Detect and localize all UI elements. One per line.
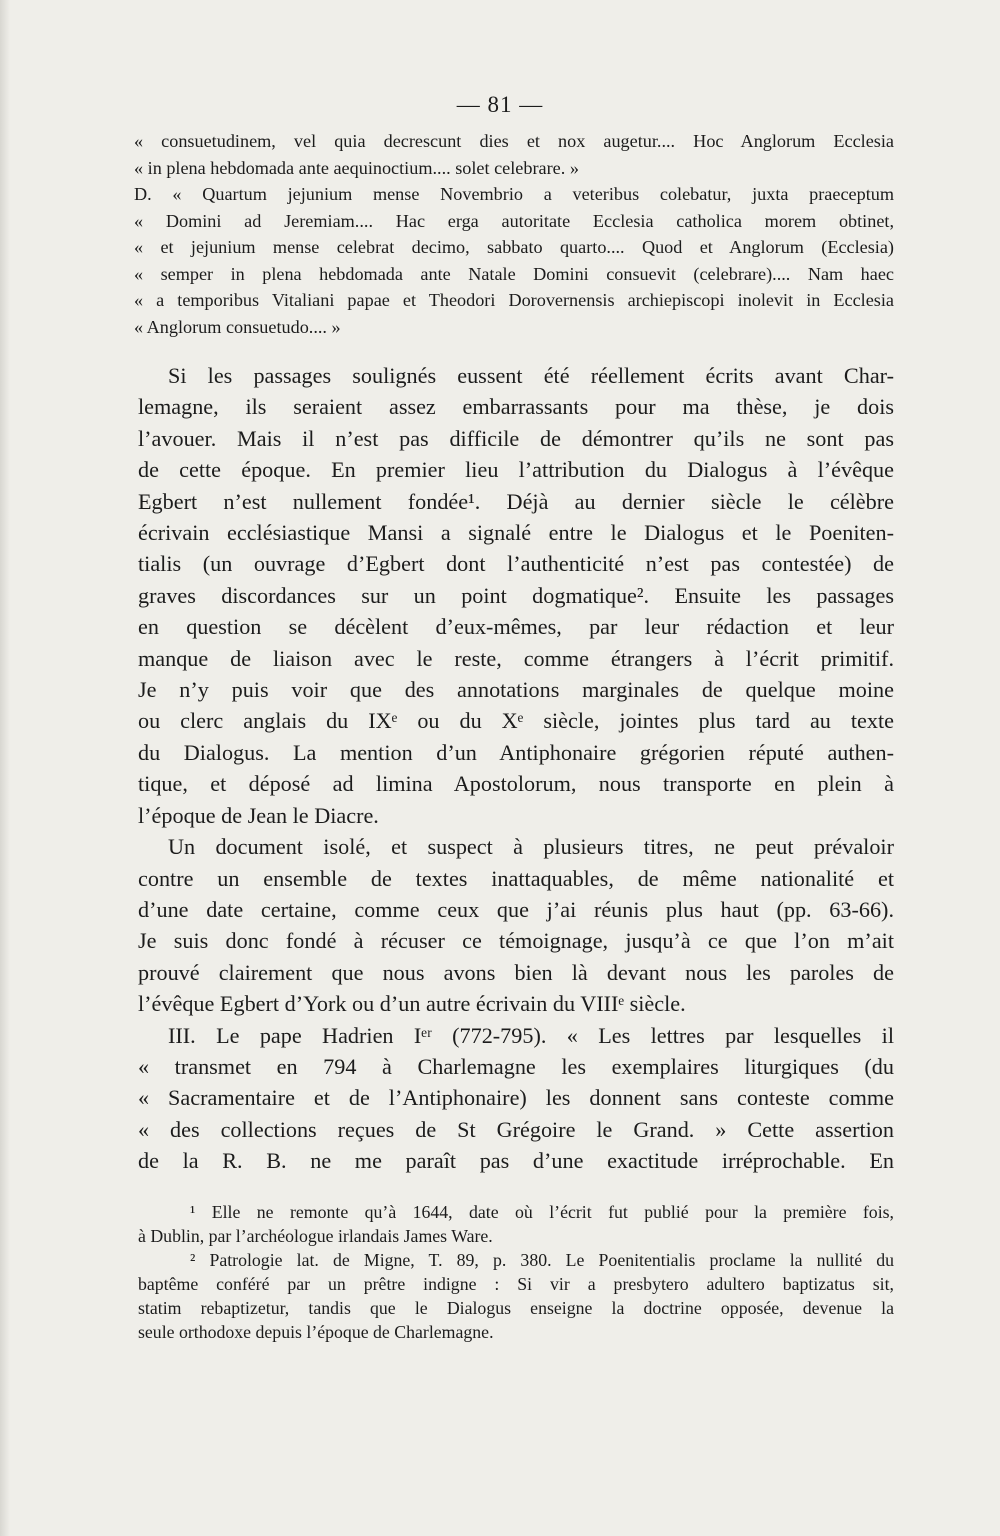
body-line: Si les passages soulignés eussent été réellement écrits avant Char- [168,363,894,388]
body-line: de cette époque. En premier lieu l’attribution du Dialogus à l’évêque [138,457,894,483]
body-line: l’époque de Jean le Diacre. [138,802,379,828]
footnotes [138,1200,894,1344]
quote-line: « semper in plena hebdomada ante Natale Domini consuevit (celebrare).... Nam haec [134,263,894,284]
quote-line: D. « Quartum jejunium mense Novembrio a veteribus colebatur, juxta praeceptum [134,184,894,204]
body-line: de la R. B. ne me paraît pas d’une exactitude irréprochable. En [138,1148,894,1174]
body-line: graves discordances sur un point dogmatique². Ensuite les passages [138,582,894,608]
body-line: ou clerc anglais du IXᵉ ou du Xᵉ siècle, jointes plus tard au texte [138,708,894,734]
quote-line: « et jejunium mense celebrat decimo, sabbato quarto.... Quod et Anglorum (Ecclesia) [134,237,894,257]
body-line: « des collections reçues de St Grégoire le Grand. » Cette assertion [138,1116,894,1142]
quote-line: « Anglorum consuetudo.... » [134,316,341,337]
quote-line: « in plena hebdomada ante aequinoctium.... solet celebrare. » [134,157,579,178]
footnote-line: ¹ Elle ne remonte qu’à 1644, date où l’écrit fut publié pour la première fois, [190,1202,894,1222]
latin-quotation [134,128,894,340]
footnote-line: à Dublin, par l’archéologue irlandais James Ware. [138,1226,493,1246]
body-line: l’évêque Egbert d’York ou d’un autre écrivain du VIIIᵉ siècle. [138,991,686,1017]
body-line: écrivain ecclésiastique Mansi a signalé entre le Dialogus et le Poeniten- [138,520,894,546]
footnote-line: baptême conféré par un prêtre indigne : Si vir a presbytero adultero baptizatus sit, [138,1274,894,1294]
body-line: prouvé clairement que nous avons bien là devant nous les paroles de [138,959,894,985]
body-line: en question se décèlent d’eux-mêmes, par leur rédaction et leur [138,614,894,640]
quote-line: « a temporibus Vitaliani papae et Theodori Dorovernensis archiepiscopi inolevit in Ecclesia [134,290,894,310]
body-line: tique, et déposé ad limina Apostolorum, nous transporte en plein à [138,771,894,797]
body-line: Un document isolé, et suspect à plusieurs titres, ne peut prévaloir [168,834,894,860]
page-number: — 81 — [456,92,544,117]
body-line: manque de liaison avec le reste, comme étrangers à l’écrit primitif. [138,645,894,671]
body-line: « transmet en 794 à Charlemagne les exemplaires liturgiques (du [138,1053,894,1079]
body-line: « Sacramentaire et de l’Antiphonaire) les donnent sans conteste comme [138,1085,894,1111]
body-line: Egbert n’est nullement fondée¹. Déjà au dernier siècle le célèbre [138,488,894,514]
footnote-line: seule orthodoxe depuis l’époque de Charlemagne. [138,1322,494,1342]
main-text [138,360,894,1177]
body-line: du Dialogus. La mention d’un Antiphonaire grégorien réputé authen- [138,739,894,765]
body-line: lemagne, ils seraient assez embarrassants pour ma thèse, je dois [138,394,894,420]
body-line: III. Le pape Hadrien Iᵉʳ (772-795). « Les lettres par lesquelles il [168,1022,894,1048]
body-line: Je n’y puis voir que des annotations marginales de quelque moine [138,677,894,703]
body-line: d’une date certaine, comme ceux que j’ai réunis plus haut (pp. 63-66). [138,896,894,922]
quote-line: « Domini ad Jeremiam.... Hac erga autoritate Ecclesia catholica morem obtinet, [134,210,894,231]
page-edge-shadow [0,0,10,1536]
footnote-line: ² Patrologie lat. de Migne, T. 89, p. 380. Le Poenitentialis proclame la nullité du [190,1250,894,1270]
quote-line: « consuetudinem, vel quia decrescunt dies et nox augetur.... Hoc Anglorum Ecclesia [134,131,894,151]
footnote-line: statim rebaptizetur, tandis que le Dialogus enseigne la doctrine opposée, devenue la [138,1298,894,1318]
body-line: Je suis donc fondé à récuser ce témoignage, jusqu’à ce que l’on m’ait [138,928,894,954]
body-line: contre un ensemble de textes inattaquables, de même nationalité et [138,865,894,891]
body-line: tialis (un ouvrage d’Egbert dont l’authenticité n’est pas contestée) de [138,551,894,577]
body-line: l’avouer. Mais il n’est pas difficile de démontrer qu’ils ne sont pas [138,425,894,451]
